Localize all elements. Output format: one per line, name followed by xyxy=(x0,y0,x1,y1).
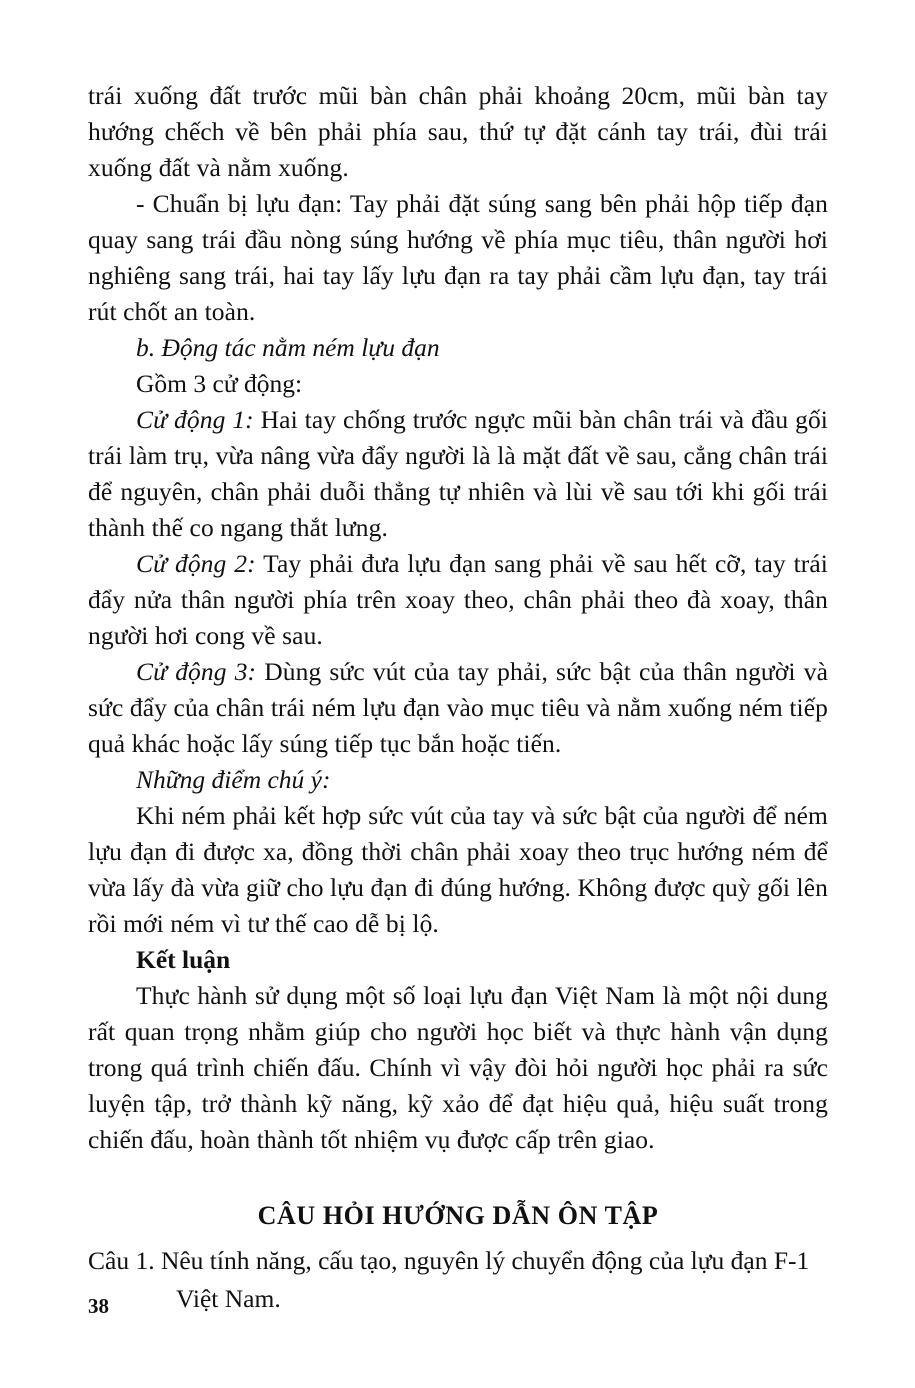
page-text-block xyxy=(88,78,828,1318)
movement-2-label: Cử động 2: xyxy=(136,549,256,578)
page-number: 38 xyxy=(88,1294,109,1318)
question-item-1: Câu 1. Nêu tính năng, cấu tạo, nguyên lý chuyển động của lựu đạn F-1 Việt Nam. xyxy=(88,1246,810,1313)
movement-2-text: Tay phải đưa lựu đạn sang phải về sau hết cỡ, tay trái đẩy nửa thân người phía trên xoay theo, chân phải theo đà xoay, thân người hơi cong về sau. xyxy=(88,549,828,650)
section-spacer xyxy=(88,1158,828,1198)
paragraph-prepare-grenade: - Chuẩn bị lựu đạn: Tay phải đặt súng sang bên phải hộp tiếp đạn quay sang trái đầu nòng súng hướng về phía mục tiêu, thân người hơi nghiêng sang trái, hai tay lấy lựu đạn ra tay phải cầm lựu đạn, tay trái rút chốt an toàn. xyxy=(88,189,828,326)
title-spacer xyxy=(88,1234,828,1242)
paragraph-conclusion: Thực hành sử dụng một số loại lựu đạn Việt Nam là một nội dung rất quan trọng nhằm giúp cho người học biết và thực hành vận dụng trong quá trình chiến đấu. Chính vì vậy đòi hỏi người học phải ra sức luyện tập, trở thành kỹ năng, kỹ xảo để đạt hiệu quả, hiệu suất trong chiến đấu, hoàn thành tốt nhiệm vụ được cấp trên giao. xyxy=(88,981,828,1154)
review-section-title: CÂU HỎI HƯỚNG DẪN ÔN TẬP xyxy=(257,1201,659,1230)
conclusion-heading: Kết luận xyxy=(136,945,231,974)
movement-3-text: Dùng sức vút của tay phải, sức bật của thân người và sức đẩy của chân trái ném lựu đạn vào mục tiêu và nằm xuống ném tiếp quả khác hoặc lấy súng tiếp tục bắn hoặc tiến. xyxy=(88,657,828,758)
movement-3-label: Cử động 3: xyxy=(136,657,257,686)
notes-heading: Những điểm chú ý: xyxy=(136,765,331,794)
movement-1-label: Cử động 1: xyxy=(136,405,254,434)
paragraph-movement-1 xyxy=(88,402,828,546)
intro-three-movements: Gồm 3 cử động: xyxy=(136,369,303,398)
paragraph-notes: Khi ném phải kết hợp sức vút của tay và sức bật của người để ném lựu đạn đi được xa, đồng thời chân phải xoay theo trục hướng ném để vừa lấy đà vừa giữ cho lựu đạn đi đúng hướng. Không được quỳ gối lên rồi mới ném vì tư thế cao dễ bị lộ. xyxy=(88,801,828,938)
movement-1-text: Hai tay chống trước ngực mũi bàn chân trái và đầu gối trái làm trụ, vừa nâng vừa đẩy người là là mặt đất về sau, cẳng chân trái để nguyên, chân phải duỗi thẳng tự nhiên và lùi về sau tới khi gối trái thành thế co ngang thắt lưng. xyxy=(88,405,828,542)
subheading-b-lying-throw: b. Động tác nằm ném lựu đạn xyxy=(136,333,440,362)
paragraph-movement-2 xyxy=(88,546,828,654)
paragraph-movement-3 xyxy=(88,654,828,762)
paragraph-continuation: trái xuống đất trước mũi bàn chân phải khoảng 20cm, mũi bàn tay hướng chếch về bên phải phía sau, thứ tự đặt cánh tay trái, đùi trái xuống đất và nằm xuống. xyxy=(88,81,828,182)
